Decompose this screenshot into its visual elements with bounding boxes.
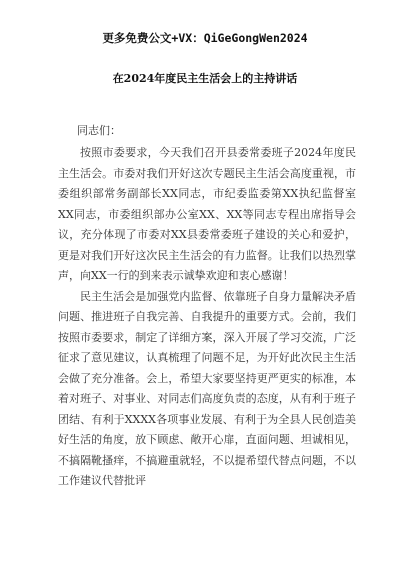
document-title: 在2024年度民主生活会上的主持讲话	[112, 72, 298, 85]
document-body	[58, 143, 356, 492]
paragraph: 按照市委要求，今天我们召开县委常委班子2024年度民主生活会。市委对我们开好这次专题民主生活会高度重视，市委组织部常务副部长XX同志，市纪委监委第XX执纪监督室XX同志，市委组织部办公室XX、XX等同志专程出席指导会议，充分体现了市委对XX县委常委班子建设的关心和爱护，更是对我们开好这次民主生活会的有力监督。让我们以热烈掌声，向XX一行的到来表示诚挚欢迎和衷心感谢！	[58, 146, 356, 282]
salutation: 同志们：	[77, 124, 121, 137]
promo-banner: 更多免费公文+VX：QiGeGongWen2024	[102, 31, 308, 45]
paragraph: 民主生活会是加强党内监督、依靠班子自身力量解决矛盾问题、推进班子自我完善、自我提升的重要方式。会前，我们按照市委要求，制定了详细方案，深入开展了学习交流，广泛征求了意见建议，认真梳理了问题不足，为开好此次民主生活会做了充分准备。会上，希望大家要坚持更严更实的标准，本着对班子、对事业、对同志们高度负责的态度，从有利于班子团结、有利于XXXX各项事业发展、有利于为全县人民创造美好生活的角度，放下顾虑、敞开心扉，直面问题、坦诚相见，不搞隔靴搔痒，不搞避重就轻，不以提希望代替点问题，不以工作建议代替批评	[58, 289, 356, 487]
